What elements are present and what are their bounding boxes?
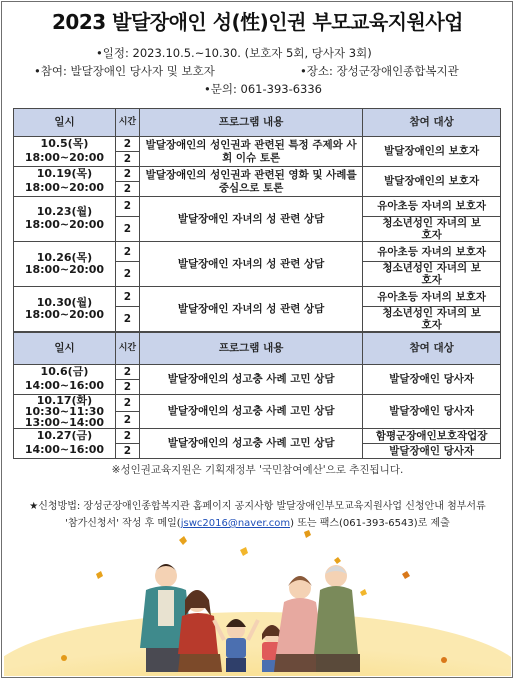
- program-cell: 발달장애인의 성고충 사례 고민 상담: [139, 429, 362, 459]
- header-program: 프로그램 내용: [139, 109, 362, 137]
- date-cell: [14, 287, 116, 332]
- hours-cell: 2: [115, 307, 139, 332]
- date-cell: [14, 197, 116, 242]
- target-cell: 발달장애인의 보호자: [363, 137, 501, 167]
- date-label: 10.17(화): [36, 394, 93, 407]
- info-venue: •장소: 장성군장애인종합복지관: [300, 64, 459, 78]
- target-cell: 발달장애인 당사자: [363, 444, 501, 459]
- table-row: [14, 167, 501, 182]
- hours-cell: 2: [115, 395, 139, 412]
- program-cell: 발달장애인 자녀의 성 관련 상담: [139, 197, 362, 242]
- hours-cell: 2: [115, 429, 139, 444]
- hours-cell: 2: [115, 380, 139, 395]
- date-cell: 10.5(목): [14, 137, 116, 152]
- date-cell: 10.27(금): [14, 429, 116, 444]
- date-label: 10.26(목): [36, 250, 93, 264]
- target-cell: 발달장애인 당사자: [363, 395, 501, 429]
- date-label: 10.23(월): [36, 205, 93, 219]
- target-cell: 발달장애인의 보호자: [363, 167, 501, 197]
- family-autumn-illustration: [4, 530, 511, 676]
- apply-method-line2: [6, 514, 509, 529]
- hours-cell: 2: [115, 287, 139, 307]
- table-row: [14, 395, 501, 412]
- hours-cell: 2: [115, 137, 139, 152]
- target-cell: 발달장애인 당사자: [363, 365, 501, 395]
- table-row: [14, 197, 501, 217]
- date-cell: [14, 242, 116, 287]
- target-cell: 함평군장애인보호작업장: [363, 429, 501, 444]
- hours-cell: 2: [115, 152, 139, 167]
- info-schedule: •일정: 2023.10.5.~10.30. (보호자 5회, 당사자 3회): [96, 46, 372, 60]
- hours-cell: 2: [115, 262, 139, 287]
- program-cell: 발달장애인의 성인권과 관련된 특정 주제와 사회 이슈 토론: [139, 137, 362, 167]
- hours-cell: 2: [115, 444, 139, 459]
- funding-note: ※성인권교육지원은 기획재정부 '국민참여예산'으로 추진됩니다.: [111, 464, 404, 476]
- target-cell: 청소년성인 자녀의 보호자: [363, 262, 501, 287]
- header-hours: 시간: [115, 333, 139, 365]
- date-label: 10.30(월): [36, 295, 93, 309]
- time-label: 18:00~20:00: [24, 308, 105, 322]
- time-label: 18:00~20:00: [24, 263, 105, 277]
- program-cell: 발달장애인의 성인권과 관련된 영화 및 사례를 중심으로 토론: [139, 167, 362, 197]
- target-cell: 유아초등 자녀의 보호자: [363, 242, 501, 262]
- table-row: [14, 242, 501, 262]
- program-cell: 발달장애인 자녀의 성 관련 상담: [139, 287, 362, 332]
- leaf-icon: [441, 657, 447, 663]
- date-cell: 10.19(목): [14, 167, 116, 182]
- time-cell: 14:00~16:00: [14, 380, 116, 395]
- schedule-table-guardians: [13, 108, 501, 332]
- header-hours: 시간: [115, 109, 139, 137]
- table-row: [14, 137, 501, 152]
- hours-cell: 2: [115, 412, 139, 429]
- time-label: 10:30~11:30: [24, 405, 105, 418]
- schedule-table-self: [13, 332, 501, 459]
- poster-title: 2023 발달장애인 성(性)인권 부모교육지원사업: [52, 10, 463, 34]
- date-cell: [14, 395, 116, 429]
- apply-method-line1: ★신청방법: 장성군장애인종합복지관 홈페이지 공지사항 발달장애인부모교육지원사업 신청안내 첨부서류: [29, 501, 486, 512]
- date-cell: 10.6(금): [14, 365, 116, 380]
- hours-cell: 2: [115, 167, 139, 182]
- target-cell: 청소년성인 자녀의 보호자: [363, 217, 501, 242]
- hours-cell: 2: [115, 197, 139, 217]
- time-cell: 18:00~20:00: [14, 182, 116, 197]
- time-label: 18:00~20:00: [24, 218, 105, 232]
- leaf-icon: [61, 655, 67, 661]
- target-cell: 청소년성인 자녀의 보호자: [363, 307, 501, 332]
- table-header-row: [14, 333, 501, 365]
- header-date: 일시: [14, 333, 116, 365]
- program-cell: 발달장애인의 성고충 사례 고민 상담: [139, 395, 362, 429]
- time-cell: 18:00~20:00: [14, 152, 116, 167]
- header-target: 참여 대상: [363, 333, 501, 365]
- table-row: [14, 365, 501, 380]
- info-contact: •문의: 061-393-6336: [204, 82, 322, 96]
- time-label: 13:00~14:00: [24, 416, 105, 429]
- hours-cell: 2: [115, 182, 139, 197]
- table-row: [14, 429, 501, 444]
- program-cell: 발달장애인 자녀의 성 관련 상담: [139, 242, 362, 287]
- header-target: 참여 대상: [363, 109, 501, 137]
- apply-text-pre: '참가신청서' 작성 후 메일(: [65, 518, 181, 529]
- table-header-row: [14, 109, 501, 137]
- hours-cell: 2: [115, 365, 139, 380]
- header-date: 일시: [14, 109, 116, 137]
- hours-cell: 2: [115, 217, 139, 242]
- header-program: 프로그램 내용: [139, 333, 362, 365]
- time-cell: 14:00~16:00: [14, 444, 116, 459]
- program-cell: 발달장애인의 성고충 사례 고민 상담: [139, 365, 362, 395]
- info-participants: •참여: 발달장애인 당사자 및 보호자: [34, 64, 215, 78]
- table-row: [14, 287, 501, 307]
- target-cell: 유아초등 자녀의 보호자: [363, 197, 501, 217]
- target-cell: 유아초등 자녀의 보호자: [363, 287, 501, 307]
- apply-text-post: ) 또는 팩스(061-393-6543)로 제출: [290, 518, 450, 529]
- email-link[interactable]: jswc2016@naver.com: [180, 518, 291, 529]
- hours-cell: 2: [115, 242, 139, 262]
